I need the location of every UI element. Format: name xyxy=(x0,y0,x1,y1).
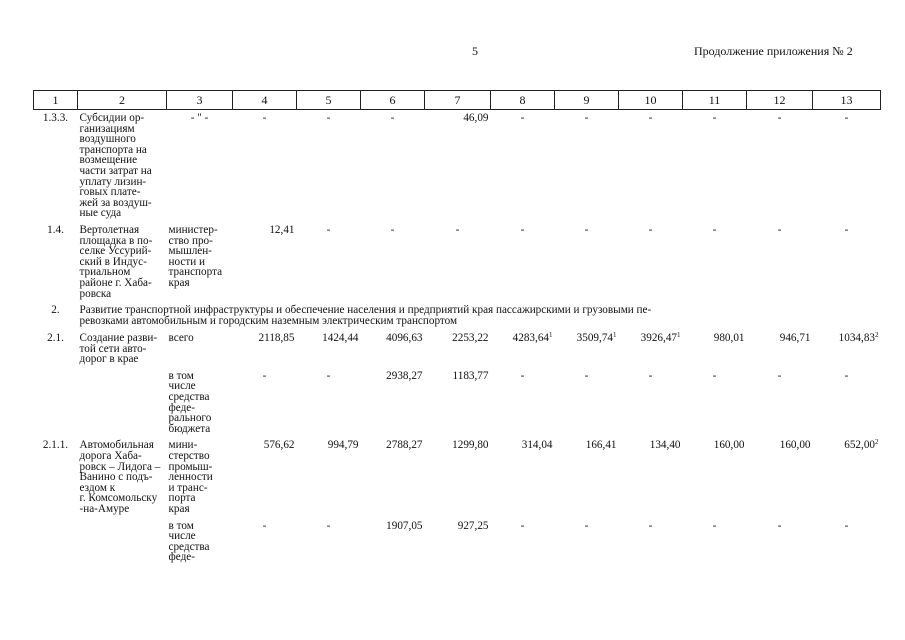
value-cell-col8: - xyxy=(520,112,525,124)
page-number: 5 xyxy=(472,44,478,58)
value-cell-col9: - xyxy=(584,223,589,236)
value-cell-col4: 12,41 xyxy=(269,223,295,236)
footnote-mark: 1 xyxy=(677,331,681,340)
value-cell-col6: 1907,05 xyxy=(386,519,423,532)
value-cell-col6: 4096,63 xyxy=(386,332,423,345)
value-cell-col10: - xyxy=(648,519,653,532)
value-cell-col5: 1424,44 xyxy=(322,332,359,345)
row-name: Автомобильная дорога Хаба- ровск – Лидога – Ванино с подъ- ездом к г. Комсомольску -на-Амуре xyxy=(79,439,161,515)
row-id xyxy=(34,518,78,566)
row-id: 1.4. xyxy=(47,223,64,236)
appendix-title: Продолжение приложения № 2 xyxy=(694,44,853,58)
value-cell-col9: - xyxy=(584,369,589,382)
value-cell-col10: - xyxy=(648,112,653,124)
table-row xyxy=(34,330,881,368)
table-row xyxy=(34,110,881,222)
row-executor: в том числе средства феде- xyxy=(168,519,210,564)
row-id: 2. xyxy=(51,304,60,317)
value-cell-col4: - xyxy=(262,369,267,382)
value-cell-col9: 166,41 xyxy=(585,439,617,452)
value-cell-col5: - xyxy=(326,519,331,532)
budget-table xyxy=(33,90,881,566)
table-row xyxy=(34,222,881,302)
value-cell-col7: 1183,77 xyxy=(452,369,489,382)
value-cell-col9: 3509,74$^1$ xyxy=(576,331,617,345)
value-cell-col13: - xyxy=(844,112,849,124)
value-cell-col7: 927,25 xyxy=(457,519,489,532)
value-cell-col8: - xyxy=(520,519,525,532)
value-cell-col7: 2253,22 xyxy=(452,332,489,345)
value-cell-col5: - xyxy=(326,223,331,236)
value-cell-col11: 160,00 xyxy=(713,439,745,452)
column-header-10: 10 xyxy=(619,91,683,110)
column-header-12: 12 xyxy=(747,91,813,110)
row-id: 2.1.1. xyxy=(42,439,69,452)
column-header-8: 8 xyxy=(491,91,555,110)
value-cell-col13: - xyxy=(844,369,849,382)
value-cell-col9: - xyxy=(584,519,589,532)
table-row xyxy=(34,437,881,517)
value-cell-col12: 946,71 xyxy=(779,332,811,345)
value-cell-col7: 46,09 xyxy=(463,112,489,124)
row-executor: в том числе средства феде- рального бюджета xyxy=(168,369,212,435)
row-name: Субсидии ор- ганизациям воздушного транспорта на возмещение части затрат на уплату лизин- говых плате- жей за воздуш- ные суда xyxy=(79,112,152,220)
row-id: 1.3.3. xyxy=(42,112,69,124)
column-number-row xyxy=(34,91,881,110)
value-cell-col10: 3926,47$^1$ xyxy=(640,331,681,345)
value-cell-col11: - xyxy=(712,223,717,236)
footnote-mark: 1 xyxy=(549,331,553,340)
value-cell-col11: - xyxy=(712,369,717,382)
value-cell-col10: 134,40 xyxy=(649,439,681,452)
section-title: Развитие транспортной инфраструктуры и обеспечение населения и предприятий края пассажирскими и грузовыми пе- ревозками автомобильным и городским наземным электрическим транспортом xyxy=(79,304,652,328)
value-cell-col13: - xyxy=(844,223,849,236)
row-executor: мини- стерство промыш- ленности и транс- порта края xyxy=(168,439,213,515)
column-header-11: 11 xyxy=(683,91,747,110)
value-cell-col8: - xyxy=(520,369,525,382)
value-cell-col10: - xyxy=(648,369,653,382)
row-executor: министер- ство про- мышлен- ности и транспорта края xyxy=(168,223,223,289)
column-header-2: 2 xyxy=(78,91,167,110)
value-cell-col4: - xyxy=(262,519,267,532)
value-cell-col9: - xyxy=(584,112,589,124)
value-cell-col8: - xyxy=(520,223,525,236)
value-cell-col8: 4283,64$^1$ xyxy=(512,331,553,345)
value-cell-col6: 2938,27 xyxy=(386,369,423,382)
column-header-7: 7 xyxy=(425,91,491,110)
table-row xyxy=(34,518,881,566)
value-cell-col11: - xyxy=(712,112,717,124)
value-cell-col5: 994,79 xyxy=(327,439,359,452)
value-cell-col4: 2118,85 xyxy=(258,332,295,345)
value-cell-col7: - xyxy=(455,223,460,236)
column-header-13: 13 xyxy=(813,91,881,110)
value-cell-col6: - xyxy=(390,112,395,124)
table-row xyxy=(34,302,881,330)
row-executor: - " - xyxy=(190,112,209,124)
value-cell-col12: - xyxy=(777,369,782,382)
row-name xyxy=(78,518,167,566)
row-name xyxy=(78,368,167,438)
row-executor: всего xyxy=(168,332,194,345)
row-name: Создание разви- той сети авто- дорог в крае xyxy=(79,332,158,366)
row-id: 2.1. xyxy=(47,332,64,345)
value-cell-col7: 1299,80 xyxy=(452,439,489,452)
value-cell-col13: 652,00$^2$ xyxy=(844,438,879,452)
value-cell-col12: - xyxy=(777,223,782,236)
value-cell-col10: - xyxy=(648,223,653,236)
value-cell-col13: 1034,83$^2$ xyxy=(838,331,879,345)
value-cell-col11: - xyxy=(712,519,717,532)
footnote-mark: 2 xyxy=(875,331,879,340)
column-header-9: 9 xyxy=(555,91,619,110)
column-header-1: 1 xyxy=(34,91,78,110)
table-row xyxy=(34,368,881,438)
value-cell-col5: - xyxy=(326,112,331,124)
footnote-mark: 2 xyxy=(875,438,879,447)
value-cell-col12: - xyxy=(777,519,782,532)
value-cell-col5: - xyxy=(326,369,331,382)
column-header-3: 3 xyxy=(167,91,233,110)
column-header-4: 4 xyxy=(233,91,297,110)
column-header-6: 6 xyxy=(361,91,425,110)
value-cell-col11: 980,01 xyxy=(713,332,745,345)
table-body xyxy=(34,110,881,566)
value-cell-col12: - xyxy=(777,112,782,124)
value-cell-col4: 576,62 xyxy=(263,439,295,452)
row-id xyxy=(34,368,78,438)
value-cell-col4: - xyxy=(262,112,267,124)
row-name: Вертолетная площадка в по- селке Уссурий- ский в Индус- триальном районе г. Хаба- ровска xyxy=(79,223,153,300)
value-cell-col13: - xyxy=(844,519,849,532)
value-cell-col8: 314,04 xyxy=(521,439,553,452)
value-cell-col6: - xyxy=(390,223,395,236)
value-cell-col6: 2788,27 xyxy=(386,439,423,452)
value-cell-col12: 160,00 xyxy=(779,439,811,452)
footnote-mark: 1 xyxy=(613,331,617,340)
column-header-5: 5 xyxy=(297,91,361,110)
